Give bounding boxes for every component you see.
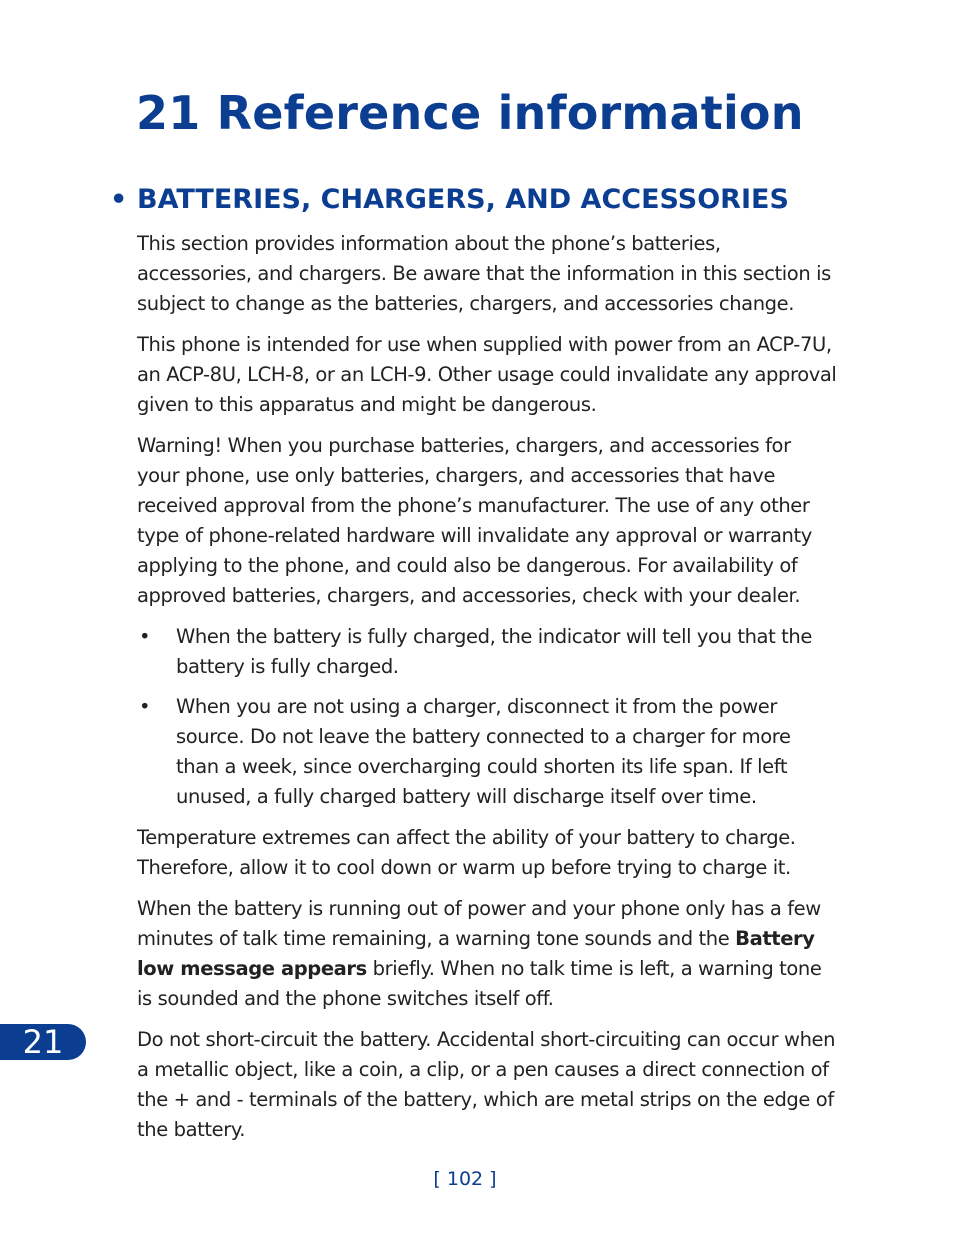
paragraph-battery-low-end: briefly. When no talk time is left, a warning tone is sounded and the phone switches itself off. [137, 957, 822, 1010]
paragraph-battery-low [137, 894, 837, 1014]
body-content [137, 229, 837, 1156]
paragraph-power-supply: This phone is intended for use when supplied with power from an ACP-7U, an ACP-8U, LCH-8, or an LCH-9. Other usage could invalidate any approval given to this apparatus and might be dangerous. [137, 333, 837, 416]
section-heading-text: BATTERIES, CHARGERS, AND ACCESSORIES [137, 184, 789, 215]
battery-low-message-label: Battery low message appears [137, 927, 815, 980]
paragraph-battery-low-start: When the battery is running out of power and your phone only has a few minutes of talk time remaining, a warning tone sounds and the [137, 897, 821, 950]
paragraph-short-circuit: Do not short-circuit the battery. Accidental short-circuiting can occur when a metallic object, like a coin, a clip, or a pen causes a direct connection of the + and - terminals of the battery, which are metal strips on the edge of the battery. [137, 1028, 836, 1141]
list-item [137, 622, 837, 682]
paragraph-intro: This section provides information about the phone’s batteries, accessories, and chargers. Be aware that the information in this section is subject to change as the batteries, chargers, and accessories change. [137, 232, 831, 315]
bullet-list [137, 622, 837, 812]
list-item-text: When you are not using a charger, disconnect it from the power source. Do not leave the battery connected to a charger for more than a week, since overcharging could shorten its life span. If left unused, a fully charged battery will discharge itself over time. [176, 695, 791, 808]
bullet-marker: • [139, 695, 151, 718]
page-number: [ 102 ] [433, 1168, 497, 1190]
paragraph-temperature: Temperature extremes can affect the ability of your battery to charge. Therefore, allow it to cool down or warm up before trying to charge it. [137, 826, 796, 879]
heading-bullet: • [110, 184, 128, 215]
list-item [137, 692, 837, 812]
bullet-marker: • [139, 625, 151, 648]
chapter-tab: 21 [0, 1024, 86, 1060]
section-heading [110, 184, 789, 215]
paragraph-warning: Warning! When you purchase batteries, chargers, and accessories for your phone, use only batteries, chargers, and accessories that have received approval from the phone’s manufacturer. The use of any other type of phone-related hardware will invalidate any approval or warranty applying to the phone, and could also be dangerous. For availability of approved batteries, chargers, and accessories, check with your dealer. [137, 434, 812, 607]
list-item-text: When the battery is fully charged, the indicator will tell you that the battery is fully charged. [176, 625, 812, 678]
chapter-title: 21 Reference information [136, 86, 804, 140]
